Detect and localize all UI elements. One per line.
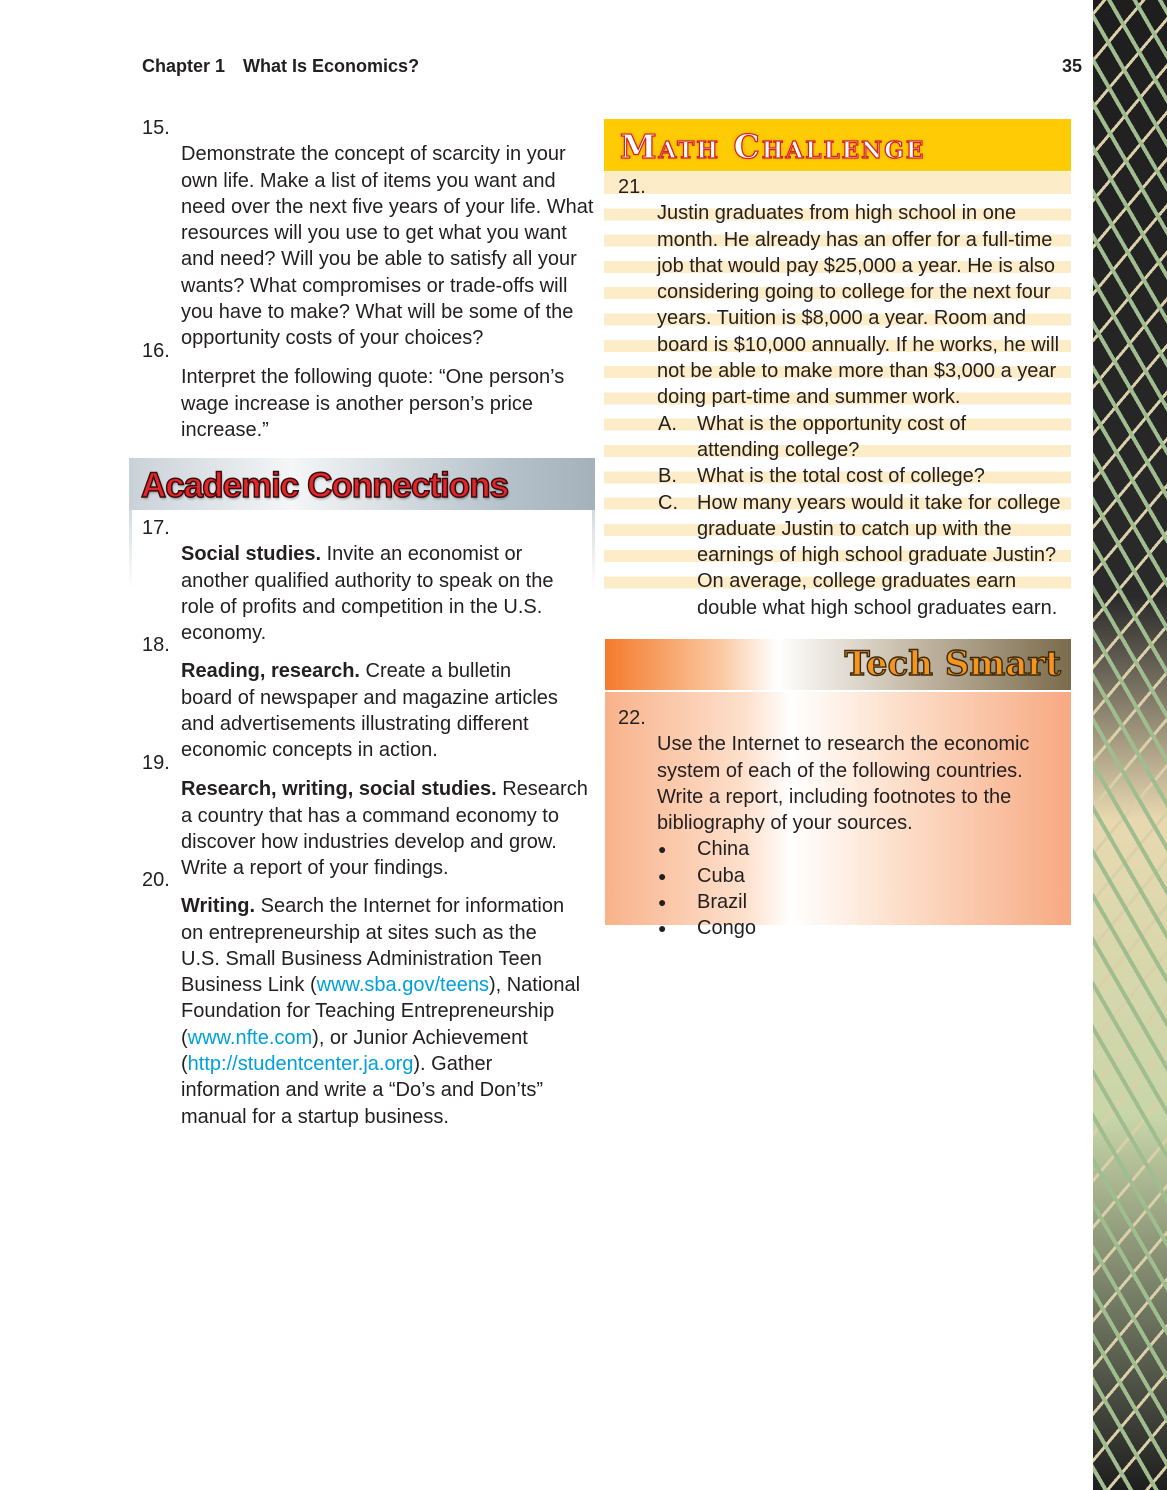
text-line: system of each of the following countries. [657, 759, 1023, 782]
text-line: and need? Will you be able to satisfy all your [181, 248, 577, 271]
text-line: economy. [181, 622, 267, 645]
text-line: economic concepts in action. [181, 739, 438, 762]
bullet-icon: ● [658, 841, 667, 858]
question-22 [618, 705, 1029, 942]
chapter-title: What Is Economics? [243, 56, 420, 76]
text-line: board of newspaper and magazine articles [181, 686, 558, 709]
math-challenge-header [604, 119, 1071, 171]
text-line: Justin graduates from high school in one [657, 202, 1017, 225]
text-segment: Research [496, 778, 588, 801]
tech-smart-title: Tech Smart [844, 644, 1061, 684]
question-20 [142, 867, 580, 1130]
topic-label: Writing. [181, 895, 256, 918]
topic-label: Research, writing, social studies. [181, 778, 497, 801]
bullet-icon: ● [658, 920, 667, 937]
question-21 [618, 174, 1061, 621]
sub-question-label: B. [658, 465, 677, 488]
text-line: doing part-time and summer work. [657, 386, 961, 409]
text-line: earnings of high school graduate Justin? [697, 544, 1057, 567]
text-line [142, 541, 553, 567]
text-line [142, 1025, 580, 1051]
text-line: role of profits and competition in the U.S. [181, 595, 543, 618]
running-header [142, 56, 437, 77]
question-number: 16. [142, 340, 170, 362]
text-line: considering going to college for the next four [657, 281, 1051, 304]
text-line: Write a report, including footnotes to the [657, 785, 1012, 808]
sub-question-text: How many years would it take for college [697, 491, 1061, 514]
web-link[interactable]: www.sba.gov/teens [316, 974, 489, 997]
topic-label: Social studies. [181, 543, 322, 566]
question-number: 19. [142, 752, 170, 774]
text-line: wants? What compromises or trade-offs will [181, 274, 568, 297]
text-segment: ( [181, 1026, 188, 1049]
text-line: another qualified authority to speak on the [181, 569, 554, 592]
list-item-text: Congo [697, 917, 756, 940]
tech-smart-header [605, 639, 1071, 690]
text-line: information and write a “Do’s and Don’ts” [181, 1079, 544, 1102]
list-item-text: China [697, 838, 750, 861]
question-number: 22. [618, 707, 646, 729]
question-15 [142, 115, 593, 352]
text-line: Use the Internet to research the economic [657, 733, 1030, 756]
list-item [618, 863, 1029, 889]
list-item-text: Cuba [697, 864, 745, 887]
text-segment: ( [181, 1053, 188, 1076]
text-line: Foundation for Teaching Entrepreneurship [181, 1000, 555, 1023]
text-line: Write a report of your findings. [181, 857, 449, 880]
question-number: 20. [142, 869, 170, 891]
bullet-icon: ● [658, 894, 667, 911]
text-line: resources will you use to get what you want [181, 222, 567, 245]
question-19 [142, 750, 588, 881]
text-segment: ). Gather [413, 1053, 493, 1076]
question-16 [142, 338, 564, 443]
decorative-border-strip [1093, 0, 1167, 1490]
bullet-icon: ● [658, 867, 667, 884]
sub-question [618, 463, 1061, 489]
text-segment: Invite an economist or [321, 543, 523, 566]
text-line [142, 658, 558, 684]
text-line: U.S. Small Business Administration Teen [181, 947, 542, 970]
question-18 [142, 632, 558, 763]
text-line: discover how industries develop and grow. [181, 830, 557, 853]
text-segment: Business Link ( [181, 974, 317, 997]
text-line: graduate Justin to catch up with the [697, 517, 1012, 540]
sub-question-label: A. [658, 412, 677, 435]
text-segment: ), National [488, 974, 581, 997]
academic-connections-header [129, 458, 595, 510]
text-line [142, 1051, 580, 1077]
sub-question-text: What is the total cost of college? [697, 465, 985, 488]
web-link[interactable]: www.nfte.com [187, 1026, 313, 1049]
question-number: 18. [142, 634, 170, 656]
list-item [618, 889, 1029, 915]
question-number: 17. [142, 517, 170, 539]
text-line: double what high school graduates earn. [697, 596, 1058, 619]
text-line: attending college? [697, 438, 860, 461]
text-segment: Search the Internet for information [255, 895, 565, 918]
text-line: need over the next five years of your life. What [181, 195, 594, 218]
text-line: on entrepreneurship at sites such as the [181, 921, 537, 944]
list-item [618, 915, 1029, 941]
text-line: years. Tuition is $8,000 a year. Room and [657, 307, 1027, 330]
question-17 [142, 515, 553, 646]
text-line: job that would pay $25,000 a year. He is also [657, 254, 1056, 277]
sub-question-label: C. [658, 491, 678, 514]
text-line: Demonstrate the concept of scarcity in your [181, 143, 566, 166]
academic-connections-title: Academic Connections [141, 466, 509, 505]
text-line: increase.” [181, 418, 269, 441]
web-link[interactable]: http://studentcenter.ja.org [187, 1053, 414, 1076]
page-number: 35 [1062, 56, 1083, 76]
topic-label: Reading, research. [181, 660, 360, 683]
sub-question [618, 411, 1061, 437]
text-line: wage increase is another person’s price [181, 392, 534, 415]
list-item [618, 836, 1029, 862]
text-line: bibliography of your sources. [657, 812, 913, 835]
text-line [142, 776, 588, 802]
text-line [142, 972, 580, 998]
question-number: 15. [142, 117, 170, 139]
text-line: manual for a startup business. [181, 1105, 449, 1128]
text-line: month. He already has an offer for a full-time [657, 228, 1053, 251]
text-line: and advertisements illustrating different [181, 712, 529, 735]
text-segment: ), or Junior Achievement [312, 1026, 528, 1049]
text-line: Interpret the following quote: “One person’s [181, 366, 565, 389]
sub-question [618, 490, 1061, 516]
text-line: On average, college graduates earn [697, 570, 1017, 593]
text-line: board is $10,000 annually. If he works, he will [657, 333, 1060, 356]
text-line: own life. Make a list of items you want and [181, 169, 556, 192]
sub-question-text: What is the opportunity cost of [697, 412, 967, 435]
list-item-text: Brazil [697, 891, 748, 914]
text-line: opportunity costs of your choices? [181, 327, 484, 350]
text-line: a country that has a command economy to [181, 804, 559, 827]
question-number: 21. [618, 176, 646, 198]
text-line: not be able to make more than $3,000 a year [657, 360, 1057, 383]
chapter-label: Chapter 1 [142, 56, 226, 76]
text-segment: Create a bulletin [359, 660, 512, 683]
math-challenge-title: Math Challenge [620, 127, 926, 166]
text-line [142, 893, 580, 919]
text-line: you have to make? What will be some of the [181, 301, 574, 324]
